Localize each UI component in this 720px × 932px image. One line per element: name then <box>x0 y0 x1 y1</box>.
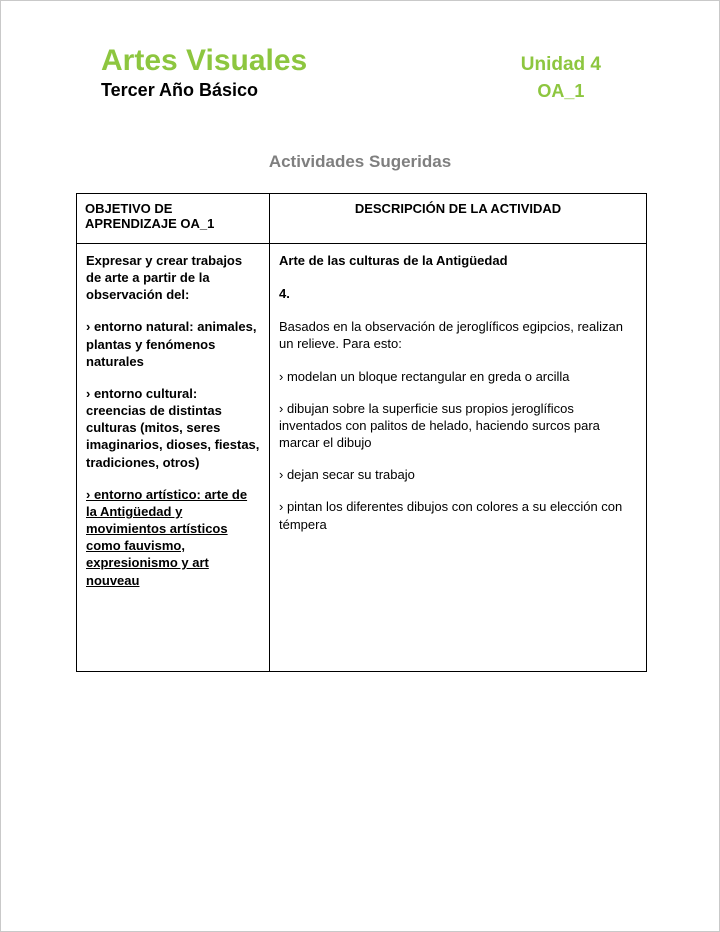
table-body-row <box>77 244 647 672</box>
document-title: Artes Visuales <box>101 44 308 77</box>
objective-cell <box>77 244 270 672</box>
header-left <box>101 45 307 101</box>
objective-item-artistico: › entorno artístico: arte de la Antigüedad y movimientos artísticos como fauvismo, expresionismo y art nouveau <box>86 486 248 588</box>
activity-step-4: › pintan los diferentes dibujos con colores a su elección con témpera <box>279 499 623 532</box>
column-header-description: DESCRIPCIÓN DE LA ACTIVIDAD <box>270 194 647 244</box>
document-header <box>1 1 719 102</box>
activity-intro: Basados en la observación de jeroglíficos egipcios, realizan un relieve. Para esto: <box>279 319 623 352</box>
objective-item-cultural: › entorno cultural: creencias de distintas culturas (mitos, seres imaginarios, dioses, fiestas, tradiciones, otros) <box>86 385 260 470</box>
activity-heading: Arte de las culturas de la Antigüedad <box>279 253 508 268</box>
column-header-objective: OBJETIVO DE APRENDIZAJE OA_1 <box>77 194 270 244</box>
header-right <box>521 45 601 102</box>
activity-step-1: › modelan un bloque rectangular en greda o arcilla <box>279 368 570 384</box>
objective-item-natural: › entorno natural: animales, plantas y fenómenos naturales <box>86 319 257 369</box>
activities-table <box>76 193 647 672</box>
table-header-row <box>77 194 647 244</box>
section-title: Actividades Sugeridas <box>268 152 452 171</box>
document-subtitle: Tercer Año Básico <box>101 79 259 100</box>
activity-step-3: › dejan secar su trabajo <box>279 467 415 483</box>
oa-label: OA_1 <box>537 81 585 101</box>
objective-intro: Expresar y crear trabajos de arte a partir de la observación del: <box>86 253 243 303</box>
unit-label: Unidad 4 <box>520 54 601 75</box>
activity-number: 4. <box>279 286 290 302</box>
activity-step-2: › dibujan sobre la superficie sus propios jeroglíficos inventados con palitos de helado, haciendo surcos para marcar el dibujo <box>279 400 600 451</box>
activity-cell <box>270 244 647 672</box>
